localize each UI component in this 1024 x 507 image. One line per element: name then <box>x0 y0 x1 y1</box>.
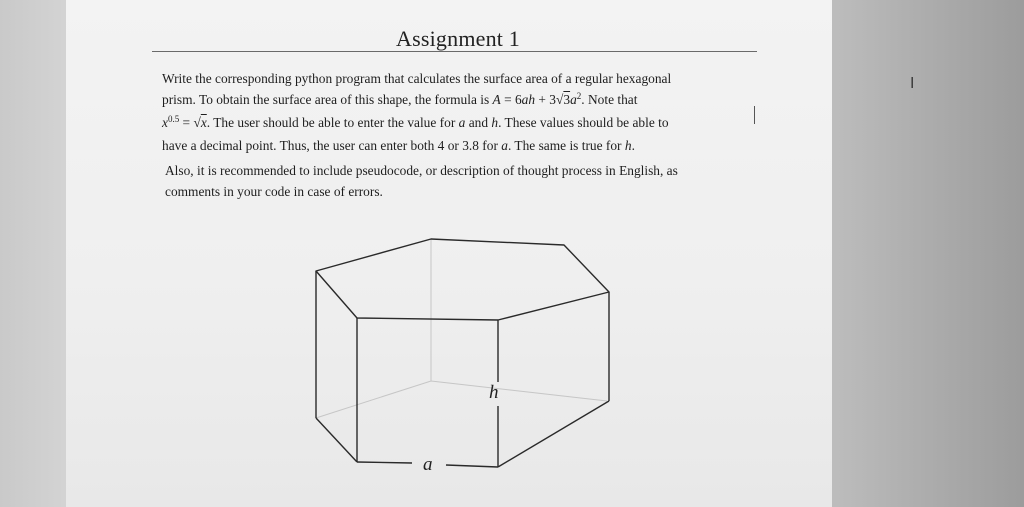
paragraph-line: Also, it is recommended to include pseudocode, or description of thought process in English, as <box>165 163 678 178</box>
exponent: 0.5 <box>167 114 180 124</box>
formula-variable: a <box>501 138 508 153</box>
radicand: 3 <box>563 92 571 107</box>
hidden-edges <box>316 239 607 418</box>
text-run: . Note that <box>581 92 638 107</box>
text-run: . These values should be able to <box>498 115 669 130</box>
bottom-edge <box>498 401 609 467</box>
visible-edges <box>316 239 609 467</box>
bottom-edge-a-left <box>357 462 412 463</box>
formula-variable: a <box>458 115 466 130</box>
top-hexagon <box>316 239 609 320</box>
text-run: . The same is true for <box>507 138 622 153</box>
formula-variable: a <box>570 92 577 107</box>
formula-variable: h <box>491 115 499 130</box>
formula-text: = √ <box>179 115 201 130</box>
text-run: . <box>631 138 635 153</box>
radical-sign: √ <box>556 92 564 107</box>
label-h: h <box>489 382 499 403</box>
text-run: and <box>465 115 489 130</box>
text-run: . The user should be able to enter the value for <box>206 115 456 130</box>
formula-variable: ah <box>521 92 536 107</box>
mouse-ibeam-cursor-icon: I <box>910 74 915 92</box>
hidden-bottom-edge <box>316 381 607 418</box>
bottom-edge <box>316 418 357 462</box>
label-a: a <box>423 454 433 475</box>
text-run: have a decimal point. Thus, the user can enter both 4 or 3.8 for <box>162 138 498 153</box>
formula-variable: h <box>624 138 632 153</box>
paragraph-line: comments in your code in case of errors. <box>165 184 383 199</box>
formula-variable: x <box>162 115 168 130</box>
paragraph-line: Write the corresponding python program that calculates the surface area of a regular hexagonal <box>162 71 672 86</box>
formula-text: + 3 <box>535 92 557 107</box>
text-run: prism. To obtain the surface area of this shape, the formula is <box>162 92 490 107</box>
exponent: 2 <box>576 91 582 101</box>
formula-variable: A <box>492 92 501 107</box>
formula-text: = 6 <box>500 92 522 107</box>
radicand: x <box>200 115 207 130</box>
document-title: Assignment 1 <box>396 26 521 51</box>
bottom-edge-a-right <box>446 465 498 467</box>
